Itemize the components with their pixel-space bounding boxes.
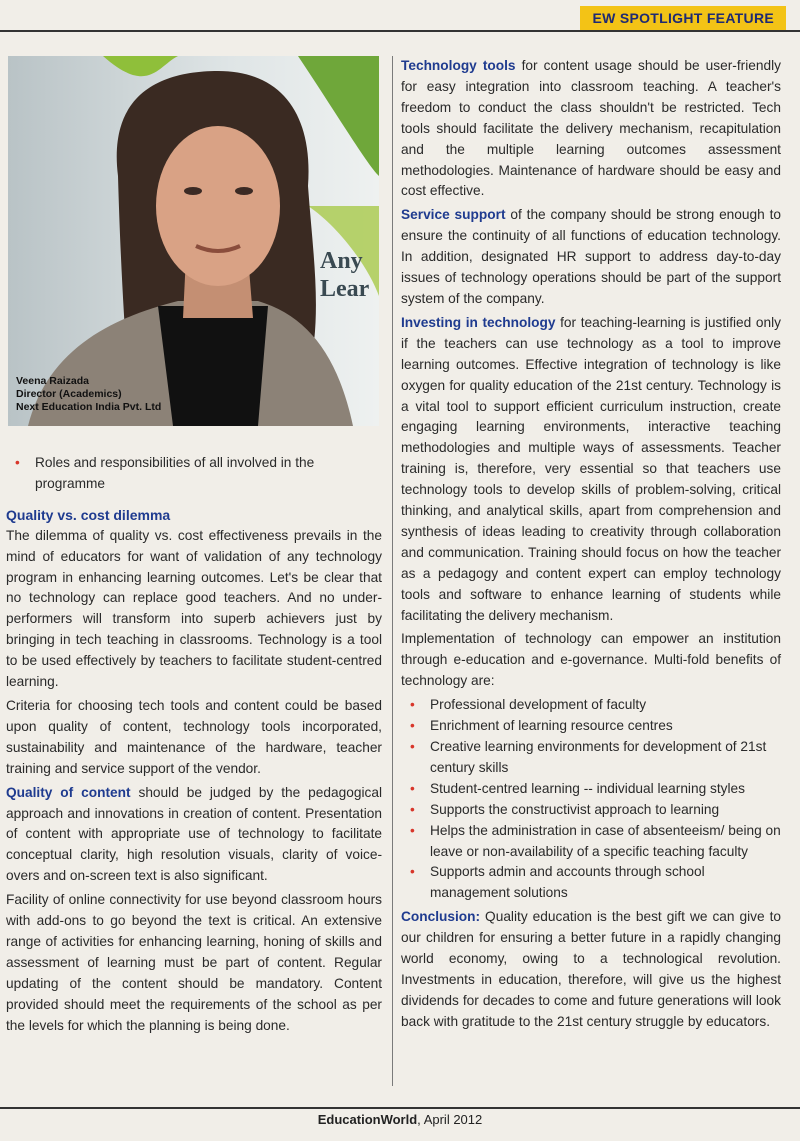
footer-date: April 2012 [423, 1112, 483, 1127]
background-text-any: Any [320, 248, 363, 274]
caption-company: Next Education India Pvt. Ltd [16, 401, 162, 413]
paragraph-text: Quality education is the best gift we can give to our children for ensuring a better future in a rapidly changing world economy, owing to a technological revolution. Investments in education, therefore, will give us the highest dividends for decades to come and future generations will look back with gratitude to the 21st century struggle by educators. [401, 909, 781, 1029]
inline-heading: Technology tools [401, 58, 516, 73]
section-label: EW SPOTLIGHT FEATURE [580, 6, 786, 30]
inline-heading: Service support [401, 207, 506, 223]
portrait-illustration [8, 56, 379, 426]
bottom-rule [0, 1107, 800, 1109]
list-item: • Creative learning environments for development of 21st century skills [401, 737, 781, 779]
column-divider [392, 56, 393, 1086]
paragraph [6, 783, 382, 888]
paragraph: Facility of online connectivity for use beyond classroom hours with add-ons to go beyond the text is critical. An extensive range of activities for enhancing learning, honing of skills and assessment of learning must be part of content. Regular updating of the content should be mandatory. Content provided should meet the requirements of the school as per the levels for which the planning is being done. [6, 892, 382, 1033]
list-item: • Helps the administration in case of absenteeism/ being on leave or non-availability of a specific teaching faculty [401, 821, 781, 863]
left-column [6, 453, 382, 1039]
background-text-lear: Lear [320, 276, 370, 302]
right-column [401, 56, 781, 1036]
paragraph [401, 205, 781, 310]
portrait-photo [8, 56, 379, 426]
photo-caption [16, 375, 161, 414]
list-item: • Roles and responsibilities of all involved in the programme [6, 453, 382, 495]
inline-heading: Conclusion: [401, 909, 481, 925]
list-item: • Enrichment of learning resource centres [401, 716, 781, 737]
page-footer [0, 1112, 800, 1127]
paragraph-text: of the company should be strong enough to ensure the continuity of all functions of education technology. In addition, designated HR support to address day-to-day issues of technology operations should be part of the support system of the company. [401, 207, 782, 306]
paragraph [401, 313, 781, 627]
top-rule [0, 30, 800, 32]
quality-cost-heading: Quality vs. cost dilemma [6, 506, 171, 523]
paragraph-text: for content usage should be user-friendly for easy integration into classroom teaching. A teacher's freedom to conduct the class shouldn't be restricted. Tech tools should facilitate the delivery mechanism, recapitulation and the multiple learning outcomes assessment methodologies. Maintenance of hardware should be easy and cost effective. [401, 58, 781, 199]
paragraph: The dilemma of quality vs. cost effectiveness prevails in the mind of educators for want of validation of any technology program in enhancing learning outcomes. Let's be clear that no technology can replace good teachers. And no under-performers will transform into superb achievers just by bringing in tech teaching in classrooms. Technology is a tool to be used effectively by teachers to facilitate student-centred learning. [6, 527, 382, 690]
benefits-list [401, 695, 781, 904]
caption-title: Director (Academics) [16, 388, 122, 400]
header-bar [0, 0, 800, 34]
caption-name: Veena Raizada [16, 375, 89, 387]
list-item: • Supports the constructivist approach to learning [401, 800, 781, 821]
list-item: • Professional development of faculty [401, 695, 781, 716]
paragraph [401, 907, 781, 1032]
list-item: • Supports admin and accounts through school management solutions [401, 862, 781, 904]
paragraph-text: should be judged by the pedagogical approach and innovations in creation of content. Presentation of content with appropriate use of technology to facilitate conceptual clarity, high resolution visuals, clarity of voice-overs and on-screen text is also significant. [6, 784, 382, 884]
top-bullet-list [6, 453, 382, 495]
paragraph: Implementation of technology can empower an institution through e-education and e-governance. Multi-fold benefits of technology are: [401, 631, 781, 689]
footer-separator: , [417, 1112, 421, 1127]
paragraph-text: for teaching-learning is justified only if the teachers can use technology as a tool to improve learning outcomes. Effective integration of technology is like oxygen for quality education of the 21st century. Technology is a vital tool to support efficient curriculum instruction, create engaging learning environments, interactive teaching methodologies and multiple ways of assessments. Teacher training is, therefore, very essential so that teachers use technology tools to develop skills of problem-solving, critical thinking, and analytical skills, apart from comprehension and synthesis of ideas leading to creativity through collaboration and communication. Training should focus on how the teacher as a pedagogy and content expert can employ technology tools and software to enhance learning of students while facilitating the delivery mechanism. [401, 314, 781, 623]
list-item: • Student-centred learning -- individual learning styles [401, 779, 781, 800]
inline-heading: Investing in technology [401, 314, 556, 330]
footer-brand: EducationWorld [317, 1112, 418, 1127]
inline-heading: Quality of content [6, 784, 131, 800]
paragraph [401, 56, 781, 202]
paragraph: Criteria for choosing tech tools and content could be based upon quality of content, technology tools incorporated, sustainability and maintenance of the hardware, teacher training and service support of the vendor. [6, 697, 382, 776]
